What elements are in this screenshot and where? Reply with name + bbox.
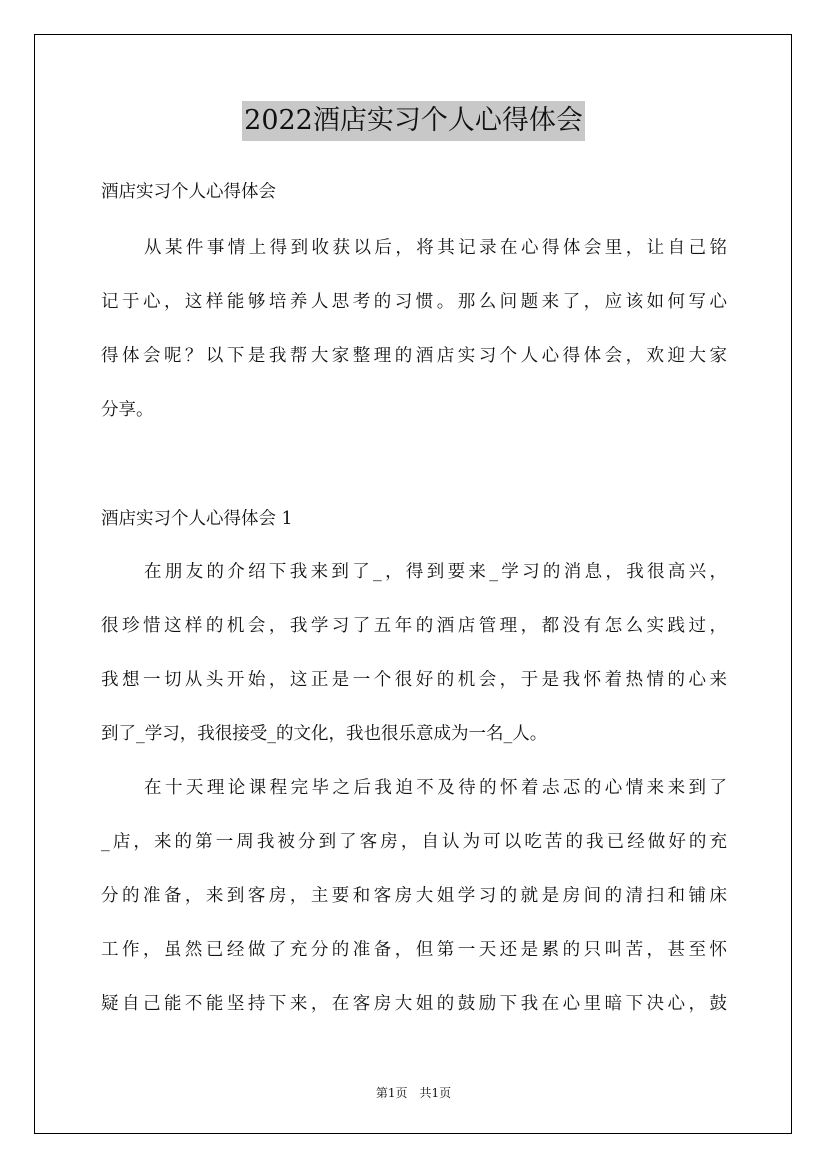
paragraph-2 <box>101 761 727 1031</box>
paragraph-line: 分享。 <box>101 400 154 420</box>
document-title: 2022酒店实习个人心得体会 <box>242 101 585 141</box>
paragraph-line: 在朋友的介绍下我来到了_，得到要来_学习的消息，我很高兴， <box>144 562 727 582</box>
paragraph-line: 在十天理论课程完毕之后我迫不及待的怀着忐忑的心情来来到了 <box>144 778 727 798</box>
paragraph-line: 我想一切从头开始，这正是一个很好的机会，于是我怀着热情的心来 <box>101 670 727 690</box>
paragraph-1 <box>101 545 727 761</box>
paragraph-line: 分的准备，来到客房，主要和客房大姐学习的就是房间的清扫和铺床 <box>101 886 727 906</box>
paragraph-line: 从某件事情上得到收获以后，将其记录在心得体会里，让自己铭 <box>144 238 727 258</box>
page-footer: 第1页 共1页 <box>375 1086 452 1100</box>
paragraph-line: 到了_学习，我很接受_的文化，我也很乐意成为一名_人。 <box>101 724 548 744</box>
document-title-wrap <box>0 101 827 141</box>
paragraph-line: 疑自己能不能坚持下来，在客房大姐的鼓励下我在心里暗下决心，鼓 <box>101 994 727 1014</box>
paragraph-line: 工作，虽然已经做了充分的准备，但第一天还是累的只叫苦，甚至怀 <box>101 940 727 960</box>
paragraph-line: 得体会呢？以下是我帮大家整理的酒店实习个人心得体会，欢迎大家 <box>101 346 727 366</box>
paragraph-line: 很珍惜这样的机会，我学习了五年的酒店管理，都没有怎么实践过， <box>101 616 727 636</box>
section-heading-2: 酒店实习个人心得体会 1 <box>101 509 293 529</box>
paragraph-line: 记于心，这样能够培养人思考的习惯。那么问题来了，应该如何写心 <box>101 292 727 312</box>
intro-paragraph <box>101 221 727 437</box>
section-heading-1: 酒店实习个人心得体会 <box>101 182 276 202</box>
paragraph-line: _店，来的第一周我被分到了客房，自认为可以吃苦的我已经做好的充 <box>101 832 727 852</box>
